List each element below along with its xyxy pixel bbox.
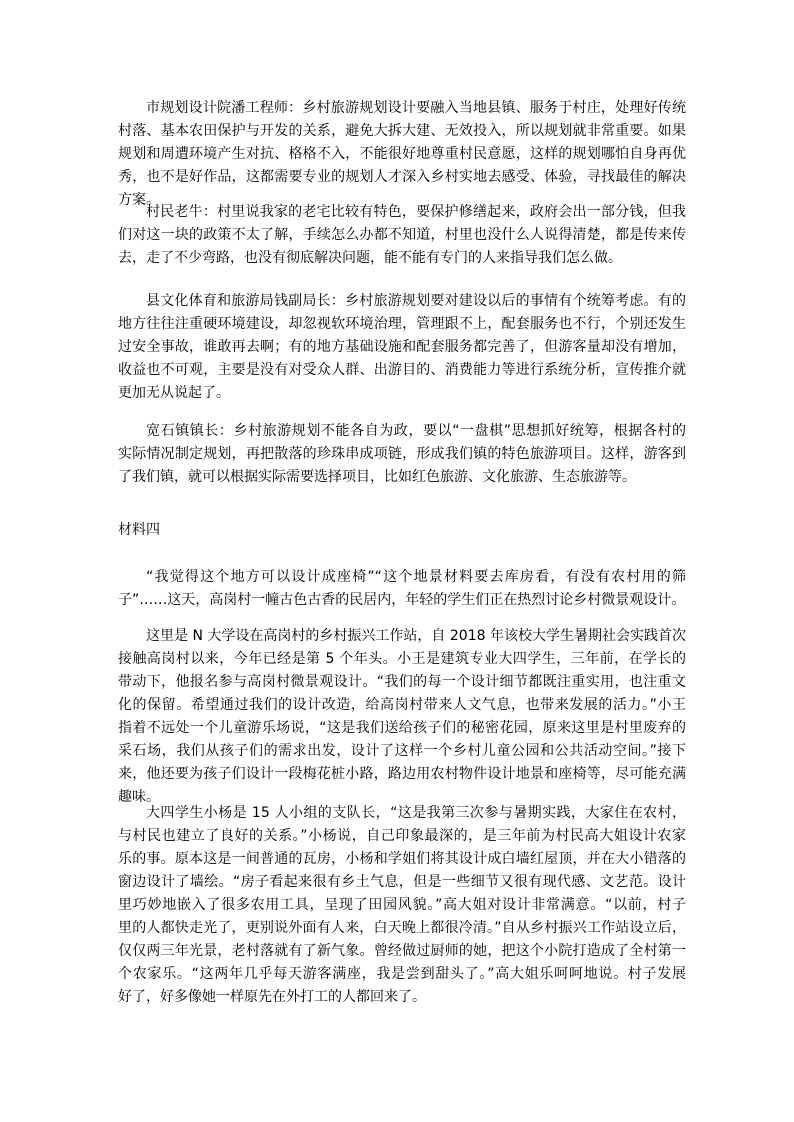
text-line: 窗边设计了墙绘。“房子看起来很有乡土气息，但是一些细节又很有现代感、文艺范。设计	[118, 874, 686, 890]
paragraph-villager-niu	[118, 201, 686, 270]
section-heading	[118, 519, 686, 542]
text-line: 个农家乐。“这两年几乎每天游客满座，我是尝到甜头了。”高大姐乐呵呵地说。村子发展	[118, 966, 686, 982]
text-line: 市规划设计院潘工程师：乡村旅游规划设计要融入当地县镇、服务于村庄，处理好传统	[146, 100, 686, 116]
text-line: 规划和周遭环境产生对抗、格格不入，不能很好地尊重村民意愿，这样的规划哪怕自身再优	[118, 146, 686, 162]
text-line: 更加无从说起了。	[118, 385, 230, 401]
text-line: 地方往往注重硬环境建设，却忽视软环境治理，管理跟不上，配套服务也不行，个别还发生	[118, 316, 686, 332]
text-line: 们对这一块的政策不太了解，手续怎么办都不知道，村里也没什么人说得清楚，都是传来传	[118, 227, 686, 243]
text-line: 仅仅两三年光景，老村落就有了新气象。曾经做过厨师的她，把这个小院打造成了全村第一	[118, 943, 686, 959]
text-line: 方案。	[118, 192, 160, 208]
text-line: 指着不远处一个儿童游乐场说，“这是我们送给孩子们的秘密花园，原来这里是村里废弃的	[118, 720, 686, 736]
text-line: 采石场，我们从孩子们的需求出发，设计了这样一个乡村儿童公园和公共活动空间。”接下	[118, 743, 686, 759]
text-line: 宽石镇镇长：乡村旅游规划不能各自为政，要以“一盘棋”思想抓好统筹，根据各村的	[146, 423, 686, 439]
text-line: 村落、基本农田保护与开发的关系，避免大拆大建、无效投入，所以规划就非常重要。如果	[118, 123, 686, 139]
paragraph-xiaoyang-gao	[118, 802, 686, 1009]
text-line: 这里是 N 大学设在高岗村的乡村振兴工作站，自 2018 年该校大学生暑期社会实践首次	[146, 628, 686, 644]
paragraph-deputy-director-qian	[118, 290, 686, 405]
text-line: 趣味。	[118, 789, 160, 805]
text-line: 来，他还要为孩子们设计一段梅花桩小路，路边用农村物件设计地景和座椅等，尽可能充满	[118, 766, 686, 782]
text-line: 子”……这天，高岗村一幢古色古香的民居内，年轻的学生们正在热烈讨论乡村微景观设计。	[118, 592, 686, 608]
text-line: 材料四	[118, 522, 160, 538]
paragraph-workstation-xiaowang	[118, 625, 686, 809]
text-line: 乐的事。原本这是一间普通的瓦房，小杨和学姐们将其设计成白墙红屋顶，并在大小错落的	[118, 851, 686, 867]
text-line: 去，走了不少弯路，也没有彻底解决问题，能不能有专门的人来指导我们怎么做。	[118, 250, 622, 266]
text-line: 村民老牛：村里说我家的老宅比较有特色，要保护修缮起来，政府会出一部分钱，但我	[146, 204, 686, 220]
text-line: “我觉得这个地方可以设计成座椅”“这个地景材料要去库房看，有没有农村用的筛	[146, 569, 686, 585]
text-line: 收益也不可观，主要是没有对受众人群、出游目的、消费能力等进行系统分析，宣传推介就	[118, 362, 686, 378]
paragraph-kuanshi-mayor	[118, 420, 686, 489]
text-line: 实际情况制定规划，再把散落的珍珠串成项链，形成我们镇的特色旅游项目。这样，游客到	[118, 446, 686, 462]
text-line: 化的保留。希望通过我们的设计改造，给高岗村带来人文气息，也带来发展的活力。”小王	[118, 697, 686, 713]
text-line: 县文化体育和旅游局钱副局长：乡村旅游规划要对建设以后的事情有个统筹考虑。有的	[146, 293, 686, 309]
text-line: 接触高岗村以来，今年已经是第 5 个年头。小王是建筑专业大四学生，三年前，在学长的	[118, 651, 686, 667]
paragraph-intro-discussion	[118, 566, 686, 612]
text-line: 过安全事故，谁敢再去啊；有的地方基础设施和配套服务都完善了，但游客量却没有增加，	[118, 339, 686, 355]
text-line: 大四学生小杨是 15 人小组的支队长，“这是我第三次参与暑期实践，大家住在农村，	[146, 805, 686, 821]
text-line: 与村民也建立了良好的关系。”小杨说，自己印象最深的，是三年前为村民高大姐设计农家	[118, 828, 686, 844]
text-line: 好了，好多像她一样原先在外打工的人都回来了。	[118, 989, 426, 1005]
text-line: 秀，也不是好作品，这都需要专业的规划人才深入乡村实地去感受、体验，寻找最佳的解决	[118, 169, 686, 185]
text-line: 了我们镇，就可以根据实际需要选择项目，比如红色旅游、文化旅游、生态旅游等。	[118, 469, 636, 485]
text-line: 里的人都快走光了，更别说外面有人来，白天晚上都很冷清。”自从乡村振兴工作站设立后，	[118, 920, 686, 936]
text-line: 里巧妙地嵌入了很多农用工具，呈现了田园风貌。”高大姐对设计非常满意。“以前，村子	[118, 897, 686, 913]
text-line: 带动下，他报名参与高岗村微景观设计。“我们的每一个设计细节都既注重实用，也注重文	[118, 674, 686, 690]
paragraph-pan-engineer	[118, 97, 686, 212]
